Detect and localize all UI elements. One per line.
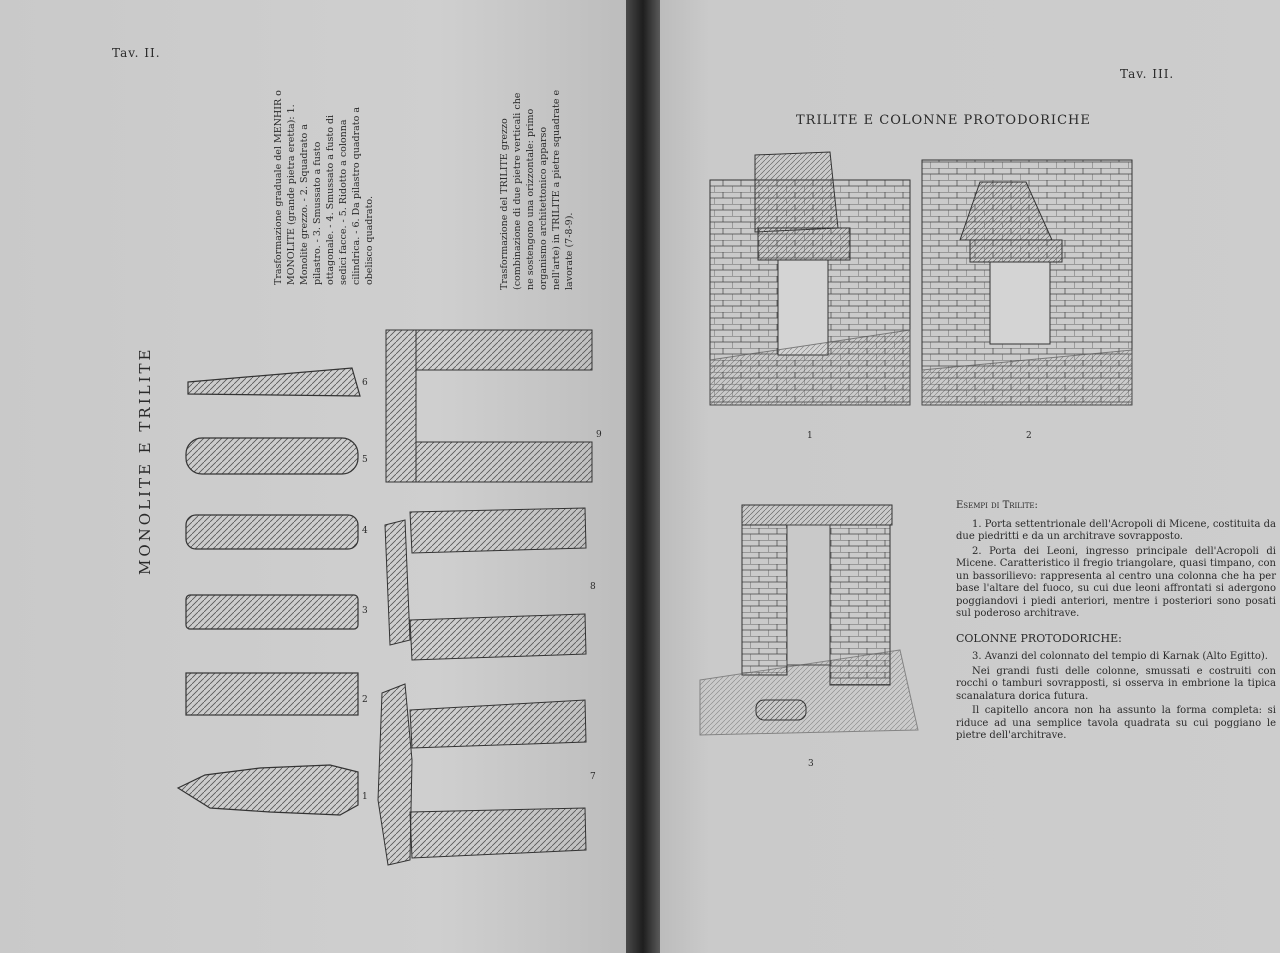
esempi-heading: Esempi di Trilite: bbox=[956, 500, 1038, 511]
fig-num-7: 7 bbox=[590, 772, 596, 782]
trilith-9 bbox=[386, 330, 592, 482]
figure-1-north-gate bbox=[710, 152, 910, 405]
caption-trilith: Trasformazione del TRILITE grezzo (combinazione di due pietre verticali che ne sostengono una orizzontale: primo organismo architettonico apparso nell'arte) in TRILITE a pietre squadrate e lavorate (7-8-9). bbox=[499, 89, 575, 290]
figure-number-3: 3 bbox=[808, 759, 814, 769]
monolith-1 bbox=[178, 765, 358, 815]
book-gutter bbox=[626, 0, 660, 953]
plate-label-right: Tav. III. bbox=[1120, 67, 1175, 81]
monolith-5 bbox=[186, 438, 358, 474]
trilith-illustrations bbox=[660, 0, 1280, 953]
right-page bbox=[660, 0, 1280, 953]
esempi-item-2: 2. Porta dei Leoni, ingresso principale dell'Acropoli di Micene. Caratteristico il fregio triangolare, quasi timpano, con un bassorilievo: rappresenta al centro una colonna che ha per base l'altare del fuoco, su cui due leoni affrontati si adergono poggiandovi i piedi anteriori, mentre i posteriori sono posati sul poderoso architrave. bbox=[956, 545, 1276, 619]
colonne-paragraph-2: Il capitello ancora non ha assunto la forma completa: si riduce ad una semplice tavola quadrata su cui poggiano le pietre dell'architrave. bbox=[956, 705, 1276, 741]
colonne-item-3: 3. Avanzi del colonnato del tempio di Karnak (Alto Egitto). bbox=[972, 651, 1268, 662]
figure-number-2: 2 bbox=[1026, 431, 1032, 441]
fig-num-3: 3 bbox=[362, 606, 368, 616]
trilith-7 bbox=[378, 684, 586, 865]
monolith-6 bbox=[188, 368, 360, 396]
esempi-item-1: 1. Porta settentrionale dell'Acropoli di Micene, costituita da due piedritti e da un architrave sovrapposto. bbox=[956, 518, 1276, 542]
plate-title-left: MONOLITE E TRILITE bbox=[136, 346, 154, 575]
fig-num-6: 6 bbox=[362, 378, 368, 388]
plate-title-right: TRILITE E COLONNE PROTODORICHE bbox=[796, 113, 1091, 128]
fig-num-5: 5 bbox=[362, 455, 368, 465]
caption-monolith: Trasformazione graduale del MENHIR o MONOLITE (grande pietra eretta): 1. Monolite grezzo. - 2. Squadrato a pilastro. - 3. Smussato a fusto ottagonale. - 4. Smussato a fusto di sedici facce. - 5. Ridotto a colonna cilindrica. - 6. Da pilastro quadrato a obelisco quadrato. bbox=[273, 90, 375, 285]
colonne-paragraph-1: Nei grandi fusti delle colonne, smussati e costruiti con rocchi o tamburi sovrapposti, si osserva in embrione la tipica scanalatura dorica futura. bbox=[956, 665, 1276, 702]
fig-num-4: 4 bbox=[362, 526, 368, 536]
descriptive-text bbox=[956, 500, 1276, 745]
colonne-heading: COLONNE PROTODORICHE: bbox=[956, 631, 1122, 645]
fig-num-9: 9 bbox=[596, 430, 602, 440]
monolith-drawings bbox=[0, 0, 626, 953]
monolith-3 bbox=[186, 595, 358, 629]
fig-num-8: 8 bbox=[590, 582, 596, 592]
figure-3-karnak-columns bbox=[700, 505, 918, 735]
fig-num-1: 1 bbox=[362, 792, 368, 802]
monolith-2 bbox=[186, 673, 358, 715]
figure-number-1: 1 bbox=[807, 431, 813, 441]
left-page bbox=[0, 0, 626, 953]
monolith-4 bbox=[186, 515, 358, 549]
fig-num-2: 2 bbox=[362, 695, 368, 705]
figure-2-lion-gate bbox=[922, 160, 1132, 405]
plate-label-left: Tav. II. bbox=[112, 46, 161, 60]
trilith-8 bbox=[385, 508, 586, 660]
